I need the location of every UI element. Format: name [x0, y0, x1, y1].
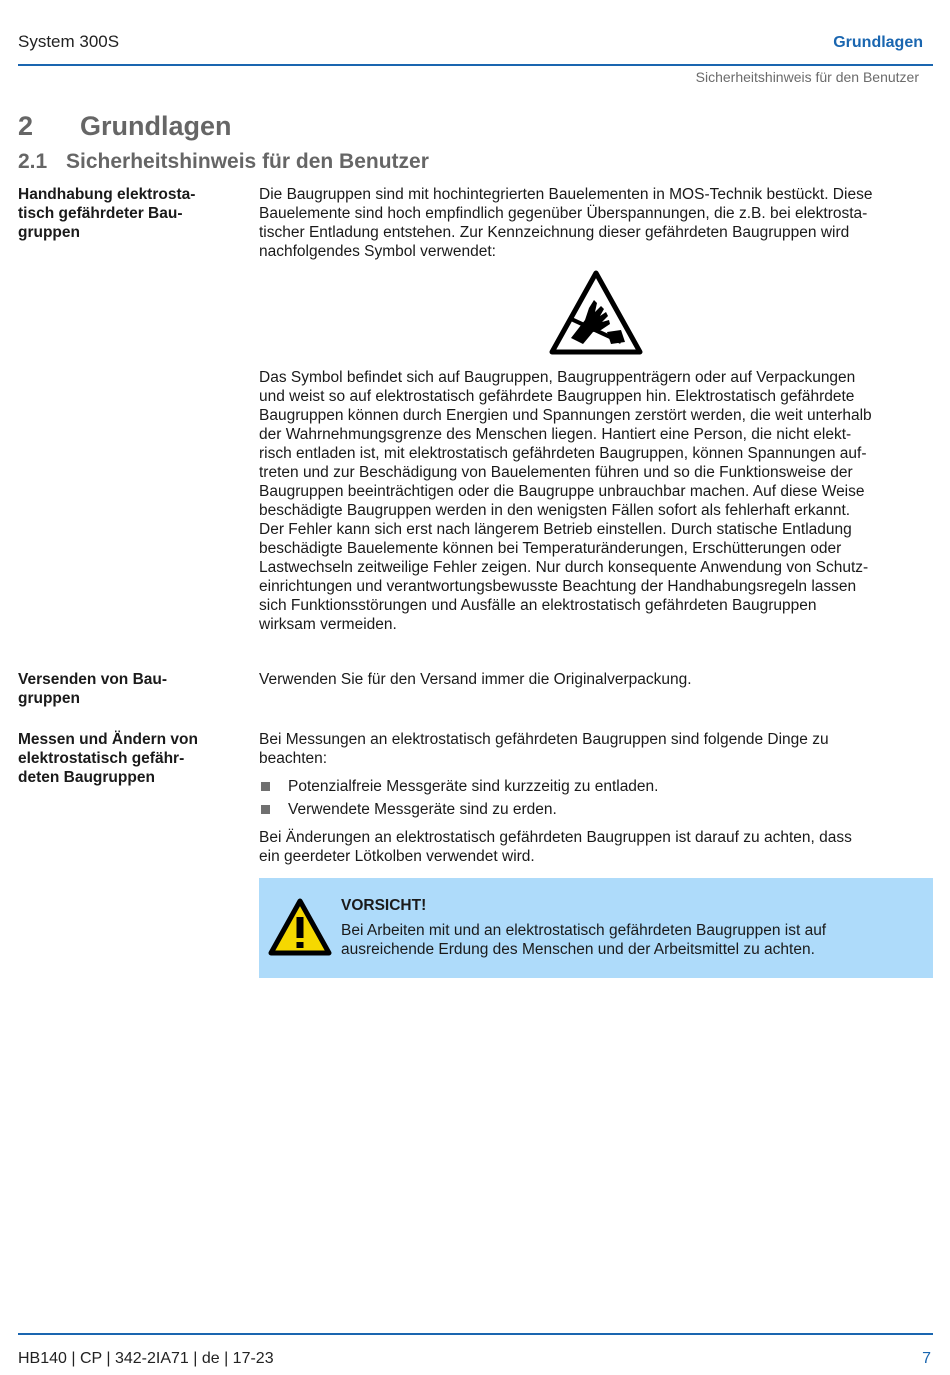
- handling-intro: Die Baugruppen sind mit hochintegrierten Bauelementen in MOS-Technik bestückt. Diese Bauelemente sind hoch empfindlich gegenüber Überspannungen, die z.B. bei elektrosta- tischer Entladung entstehen. Zur Kennzeichnung dieser gefährdeten Baugruppen wird nachfolgendes Symbol verwendet:: [259, 186, 873, 260]
- measuring-label: Messen und Ändern von elektrostatisch gefähr- deten Baugruppen: [18, 731, 198, 786]
- section-heading: [18, 150, 429, 174]
- shipping-text: Verwenden Sie für den Versand immer die Originalverpackung.: [259, 671, 692, 688]
- handling-label: Handhabung elektrosta- tisch gefährdeter Bau- gruppen: [18, 186, 196, 241]
- page-number: 7: [922, 1350, 931, 1367]
- warning-triangle-icon: [268, 898, 332, 956]
- footer-doc-ref: HB140 | CP | 342-2IA71 | de | 17-23: [18, 1350, 274, 1367]
- header-section: Sicherheitshinweis für den Benutzer: [695, 69, 919, 85]
- caution-text: Bei Arbeiten mit und an elektrostatisch gefährdeten Baugruppen ist auf ausreichende Erdung des Menschen und der Arbeitsmittel zu achten.: [341, 922, 827, 958]
- esd-warning-icon: [549, 270, 643, 355]
- footer-rule: [18, 1333, 933, 1335]
- handling-details: Das Symbol befindet sich auf Baugruppen, Baugruppenträgern oder auf Verpackungen und weist so auf elektrostatisch gefährdete Baugruppen hin. Elektrostatisch gefährdete Baugruppen können durch Energien und Spannungen zerstört werden, die weit unterhalb der Wahrnehmungsgrenze des Menschen liegen. Hantiert eine Person, die nicht elekt- risch entladen ist, mit elektrostatisch gefährdeten Baugruppen, können Spannungen auf- treten und zur Beschädigung von Bauelementen führen und so die Funktionsweise der Baugruppen beeinträchtigen oder die Baugruppe unbrauchbar machen. Auf diese Weise beschädigte Baugruppen werden in den wenigsten Fällen sofort als fehlerhaft erkannt. Der Fehler kann sich erst nach längerem Betrieb einstellen. Durch statische Entladung beschädigte Bauelemente können bei Temperaturänderungen, Erschütterungen oder Lastwechseln zeitweilige Fehler zeigen. Nur durch konsequente Anwendung von Schutz- einrichtungen und verantwortungsbewusste Beachtung der Handhabungsregeln lassen sich Funktionsstörungen und Ausfälle an elektrostatisch gefährdeten Baugruppen wirksam vermeiden.: [259, 369, 872, 633]
- list-item: Verwendete Messgeräte sind zu erden.: [259, 800, 932, 819]
- measuring-outro: Bei Änderungen an elektrostatisch gefährdeten Baugruppen ist darauf zu achten, dass ein geerdeter Lötkolben verwendet wird.: [259, 829, 852, 865]
- chapter-heading: [18, 111, 232, 142]
- measuring-intro: Bei Messungen an elektrostatisch gefährdeten Baugruppen sind folgende Dinge zu beachten:: [259, 731, 829, 767]
- bullet-square-icon: [261, 805, 270, 814]
- list-item: Potenzialfreie Messgeräte sind kurzzeitig zu entladen.: [259, 777, 932, 796]
- chapter-number: 2: [18, 111, 34, 141]
- measuring-bullets: [259, 777, 932, 823]
- header-rule: [18, 64, 933, 66]
- caution-title: VORSICHT!: [341, 897, 427, 914]
- shipping-label: Versenden von Bau- gruppen: [18, 671, 168, 707]
- header-chapter: Grundlagen: [833, 34, 923, 51]
- bullet-square-icon: [261, 782, 270, 791]
- header-product: System 300S: [18, 32, 120, 51]
- caution-box: [259, 878, 933, 978]
- section-title: Sicherheitshinweis für den Benutzer: [66, 150, 429, 173]
- chapter-title: Grundlagen: [80, 111, 232, 141]
- section-number: 2.1: [18, 150, 48, 173]
